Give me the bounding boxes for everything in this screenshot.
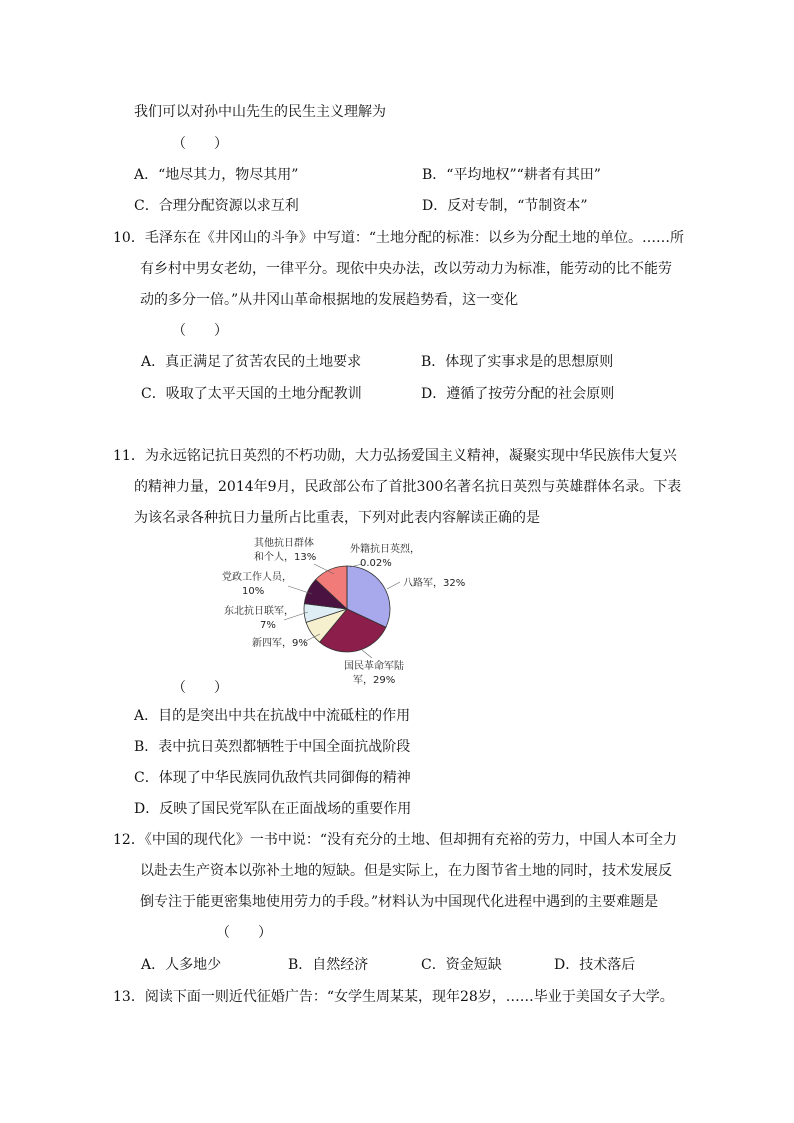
q12-option-a: A．人多地少 [141,957,222,973]
label-party-line1: 党政工作人员， [222,572,292,583]
label-foreign-line2: 0.02% [360,558,392,569]
label-northeast-line1: 东北抗日联军， [224,606,294,617]
q13-stem-line1: 13．阅读下面一则近代征婚广告：“女学生周某某，现年28岁，……毕业于美国女子大学。 [113,989,674,1005]
pie-chart [222,534,522,686]
q10-option-c: C．吸取了太平天国的土地分配教训 [141,386,362,402]
q9-option-b: B．“平均地权”“耕者有其田” [422,167,601,183]
q10-answer-paren: （ ） [172,323,228,339]
label-foreign-line1: 外籍抗日英烈， [350,544,420,555]
q9-option-d: D．反对专制，“节制资本” [422,198,588,214]
q9-option-a: A．“地尽其力，物尽其用” [134,167,299,183]
q12-option-b: B．自然经济 [288,957,369,973]
q11-stem-line2: 的精神力量，2014年9月，民政部公布了首批300名著名抗日英烈与英雄群体名录。下表 [134,479,682,495]
q9-option-c: C．合理分配资源以求互利 [134,198,299,214]
label-nra-line1: 国民革命军陆 [344,661,404,672]
q11-stem-line3: 为该名录各种抗日力量所占比重表，下列对此表内容解读正确的是 [134,510,540,526]
label-balujun: 八路军，32% [403,578,466,589]
q10-option-d: D．遵循了按劳分配的社会原则 [421,386,615,402]
q12-stem-line2: 以赴去生产资本以弥补土地的短缺。但是实际上，在力图节省土地的同时，技术发展反 [140,863,672,879]
q11-option-a: A．目的是突出中共在抗战中中流砥柱的作用 [134,708,411,724]
q11-option-c: C．体现了中华民族同仇敌忾共同御侮的精神 [134,770,411,786]
q10-stem-line3: 动的多分一倍。”从井冈山革命根据地的发展趋势看，这一变化 [140,292,519,308]
q12-option-c: C．资金短缺 [421,957,502,973]
q9-stem-tail: 我们可以对孙中山先生的民生主义理解为 [134,104,386,120]
q12-answer-paren: （ ） [216,925,272,941]
q11-stem-line1: 11．为永远铭记抗日英烈的不朽功勋，大力弘扬爱国主义精神，凝聚实现中华民族伟大复兴 [113,448,677,464]
q11-answer-paren: （ ） [172,680,228,696]
q12-stem-line1: 12．《中国的现代化》一书中说：“没有充分的土地、但却拥有充裕的劳力，中国人本可全力 [113,832,677,848]
label-nra-line2: 军，29% [353,675,396,686]
q9-answer-paren: （ ） [172,136,228,152]
q10-option-a: A．真正满足了贫苦农民的土地要求 [141,354,362,370]
q11-option-b: B．表中抗日英烈都牺牲于中国全面抗战阶段 [134,739,411,755]
label-others-line2: 和个人，13% [254,552,317,563]
pie-leader-line [387,582,400,589]
pie-leader-line [362,650,372,658]
label-others-line1: 其他抗日群体 [254,538,314,549]
q10-option-b: B．体现了实事求是的思想原则 [421,354,614,370]
label-xinsijun: 新四军，9% [252,638,308,649]
q12-stem-line3: 倒专注于能更密集地使用劳力的手段。”材料认为中国现代化进程中遇到的主要难题是 [140,894,659,910]
q12-option-d: D．技术落后 [554,957,636,973]
label-party-line2: 10% [242,586,265,597]
q10-stem-line1: 10．毛泽东在《井冈山的斗争》中写道：“土地分配的标准：以乡为分配土地的单位。……所 [113,230,684,246]
label-northeast-line2: 7% [260,620,276,631]
q11-option-d: D．反映了国民党军队在正面战场的重要作用 [134,801,412,817]
q10-stem-line2: 有乡村中男女老幼，一律平分。现依中央办法，改以劳动力为标准，能劳动的比不能劳 [140,261,672,277]
pie-chart-svg [222,534,522,686]
